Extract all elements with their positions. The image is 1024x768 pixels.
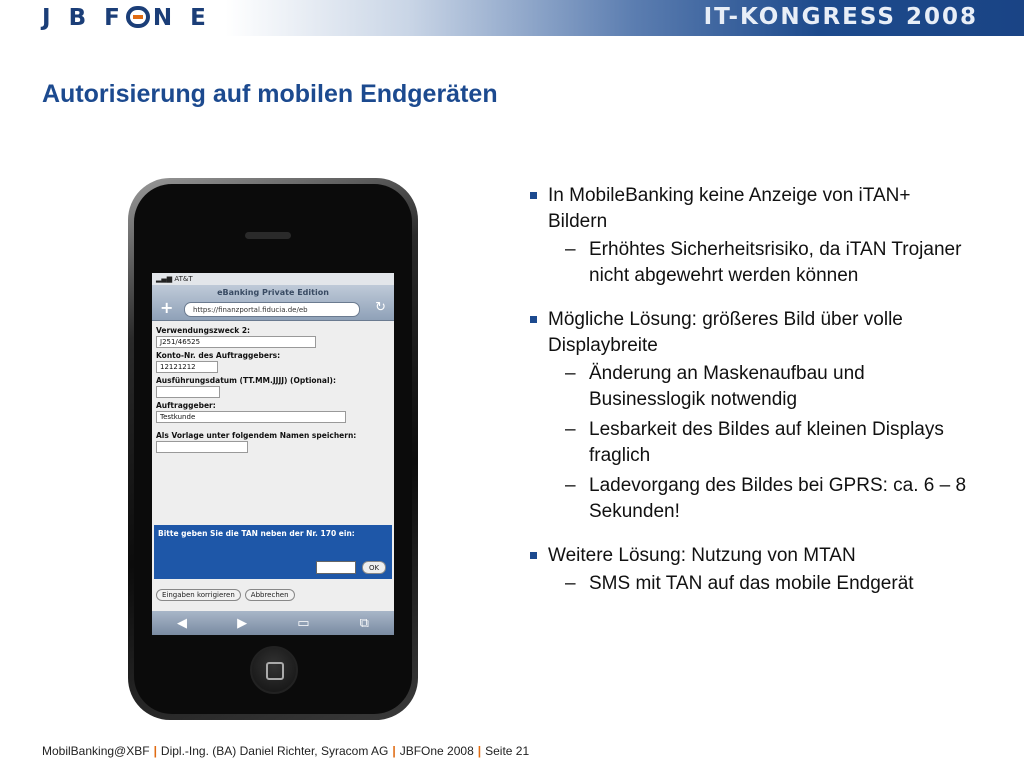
account-label: Konto-Nr. des Auftraggebers: (156, 351, 281, 360)
forward-icon[interactable]: ▶ (237, 615, 248, 631)
client-label: Auftraggeber: (156, 401, 216, 410)
cancel-button[interactable]: Abbrechen (245, 589, 295, 601)
sub-bullet-1-1: – Erhöhtes Sicherheitsrisiko, da iTAN Trojaner nicht abgewehrt werden können (528, 237, 968, 289)
event-title: IT-KONGRESS 2008 (703, 4, 978, 30)
transfer-form (152, 321, 394, 459)
back-icon[interactable]: ◀ (177, 615, 188, 631)
footer-event: JBFOne 2008 (399, 744, 474, 758)
date-label: Ausführungsdatum (TT.MM.JJJJ) (Optional): (156, 376, 336, 385)
bullet-1: In MobileBanking keine Anzeige von iTAN+ Bildern (528, 183, 968, 235)
tan-input[interactable] (316, 561, 356, 574)
add-icon[interactable]: + (160, 298, 174, 317)
correct-button[interactable]: Eingaben korrigieren (156, 589, 241, 601)
jbfone-logo: J B F N E (42, 5, 211, 31)
phone-image (128, 178, 418, 720)
account-input[interactable]: 12121212 (156, 361, 218, 373)
header-banner (0, 0, 1024, 36)
footer (42, 744, 529, 758)
sub-bullet-2-1: – Änderung an Maskenaufbau und Businesslogik notwendig (528, 361, 968, 413)
footer-separator: | (153, 744, 157, 758)
browser-toolbar (152, 611, 394, 635)
footer-topic: MobilBanking@XBF (42, 744, 150, 758)
ok-button[interactable]: OK (362, 561, 386, 574)
sub-bullet-2-2: – Lesbarkeit des Bildes auf kleinen Displays fraglich (528, 417, 968, 469)
bullet-3: Weitere Lösung: Nutzung von MTAN (528, 543, 968, 569)
reload-icon[interactable]: ↻ (375, 300, 386, 315)
purpose-label: Verwendungszweck 2: (156, 326, 251, 335)
footer-separator: | (392, 744, 396, 758)
browser-page-title: eBanking Private Edition (217, 288, 329, 297)
page-title: Autorisierung auf mobilen Endgeräten (42, 80, 498, 108)
client-input[interactable]: Testkunde (156, 411, 346, 423)
footer-author: Dipl.-Ing. (BA) Daniel Richter, Syracom AG (160, 744, 389, 758)
date-input[interactable] (156, 386, 220, 398)
speaker (245, 232, 291, 239)
bullet-2: Mögliche Lösung: größeres Bild über volle Displaybreite (528, 307, 968, 359)
bullet-list (528, 183, 968, 601)
footer-separator: | (477, 744, 482, 758)
template-label: Als Vorlage unter folgendem Namen speichern: (156, 431, 357, 440)
tan-prompt-box (154, 525, 392, 579)
sub-bullet-2-3: – Ladevorgang des Bildes bei GPRS: ca. 6 – 8 Sekunden! (528, 473, 968, 525)
bookmarks-icon[interactable]: ▭ (297, 615, 310, 631)
tan-prompt-text: Bitte geben Sie die TAN neben der Nr. 170 ein: (158, 529, 355, 538)
template-input[interactable] (156, 441, 248, 453)
phone-screen (152, 273, 394, 635)
browser-address-bar (152, 285, 394, 321)
form-buttons (156, 589, 295, 601)
pages-icon[interactable]: ⧉ (359, 615, 369, 631)
url-field[interactable]: https://finanzportal.fiducia.de/eb (184, 302, 360, 317)
home-button[interactable] (250, 646, 298, 694)
footer-page: Seite 21 (485, 744, 530, 758)
status-bar: ▂▄▆ AT&T (152, 273, 394, 285)
purpose-input[interactable]: J251/46525 (156, 336, 316, 348)
sub-bullet-3-1: – SMS mit TAN auf das mobile Endgerät (528, 571, 968, 597)
